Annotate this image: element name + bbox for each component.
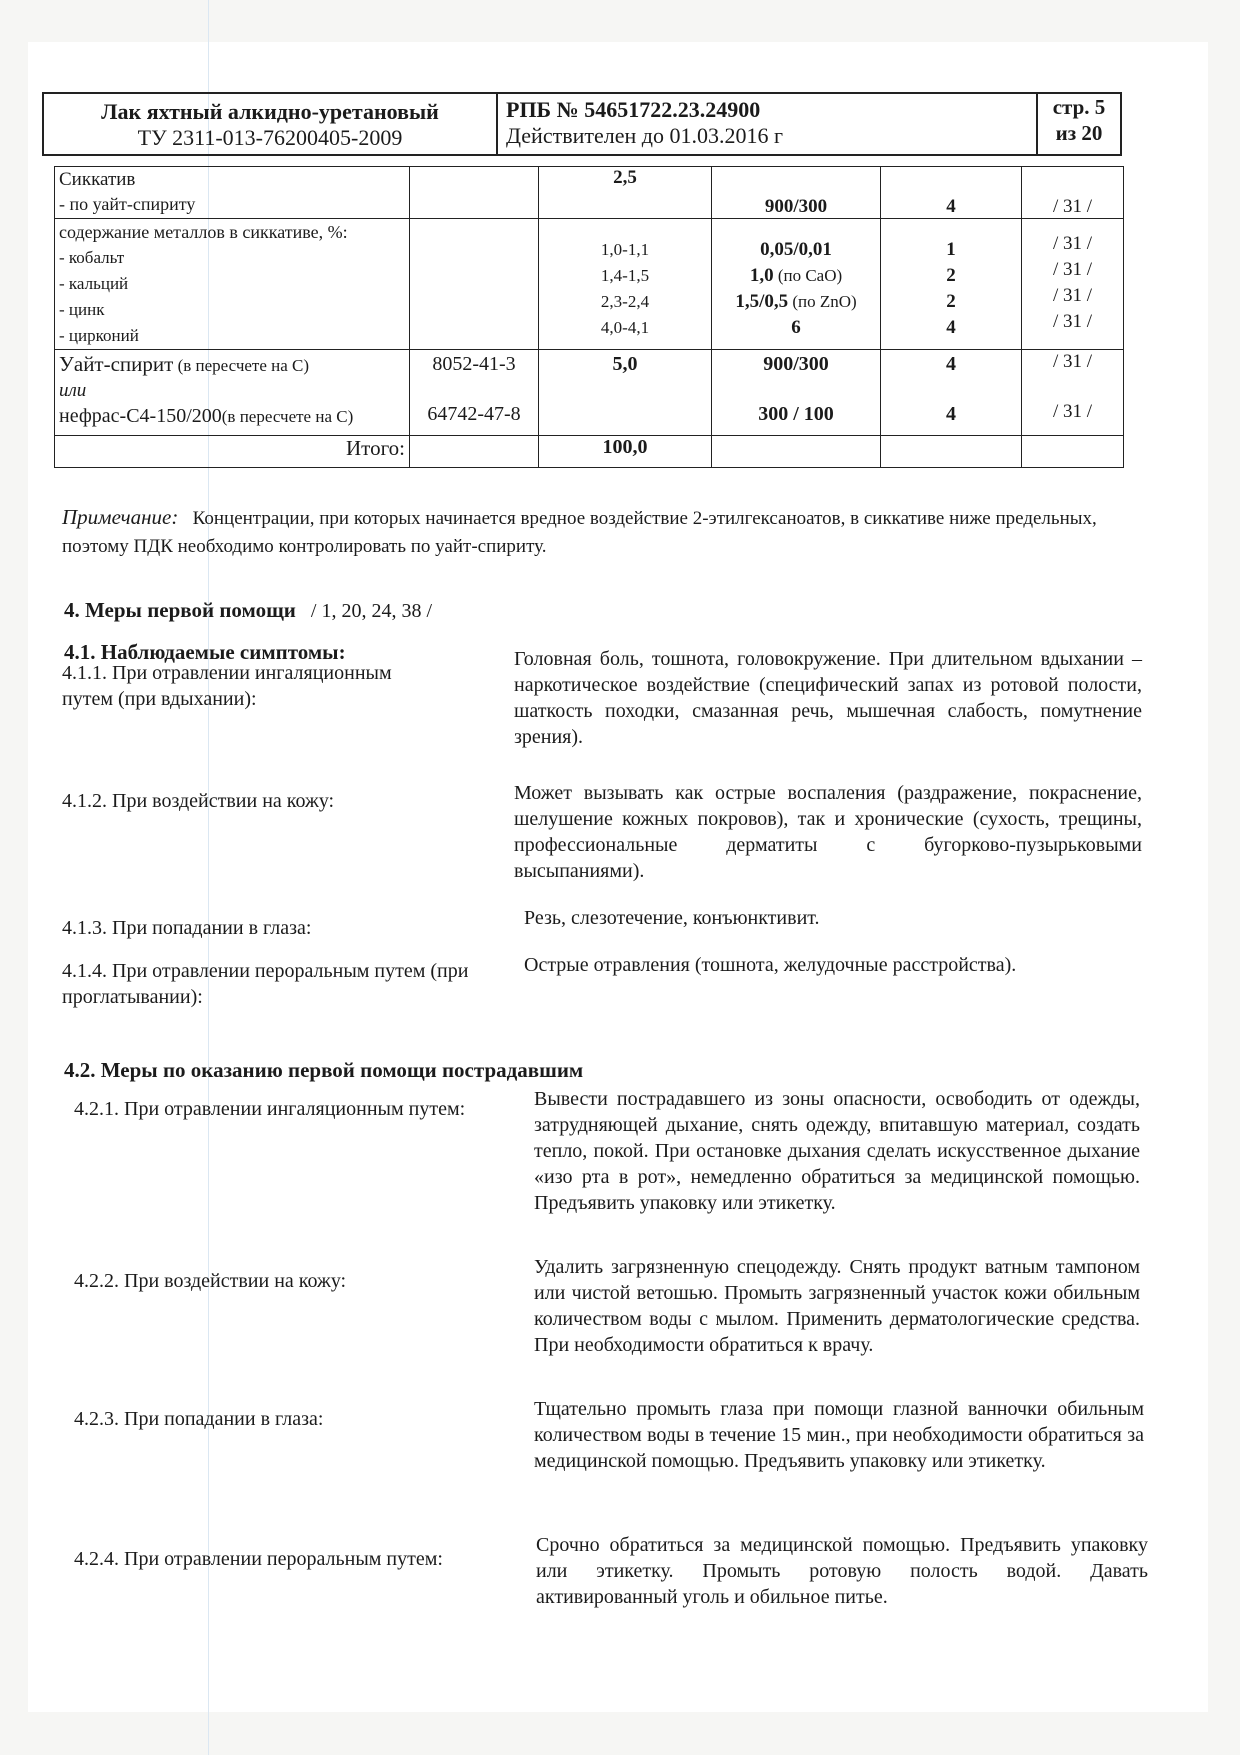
cell-cas	[410, 167, 539, 219]
symptom-item	[62, 907, 1142, 941]
alt-pdk-value: 300 / 100	[758, 403, 834, 425]
cell-cas	[410, 350, 539, 436]
metal-ref: / 31 /	[1052, 259, 1093, 280]
metal-conc: 4,0-4,1	[600, 318, 650, 337]
table-row	[55, 350, 1124, 436]
metal-ref: / 31 /	[1052, 233, 1093, 254]
section-refs: / 1, 20, 24, 38 /	[310, 600, 433, 622]
header-registration	[498, 94, 1038, 154]
aid-text: Срочно обратиться за медицинской помощью. Предъявить упаковку или этикетку. Промыть ротовую полость водой. Давать активированный уголь и обильное питье.	[536, 1534, 1148, 1608]
metal-name: - кобальт	[59, 248, 125, 267]
page-label: стр. 5	[1052, 95, 1106, 119]
symptom-label: 4.1.1. При отравлении ингаляционным путем (при вдыхании):	[62, 662, 392, 710]
metal-conc: 1,0-1,1	[600, 240, 650, 259]
metal-class: 1	[946, 239, 956, 260]
spacer	[414, 378, 534, 400]
pdk-value: 1,5/0,5	[735, 291, 789, 312]
page-number	[1038, 94, 1120, 154]
rpb-number: РПБ № 54651722.23.24900	[506, 97, 761, 122]
symptom-text: Может вызывать как острые воспаления (раздражение, покраснение, шелушение кожных покровов), так и хронические (сухость, трещины, профессиональные дерматиты с бугорково-пузырьковыми высыпаниями).	[514, 782, 1142, 882]
pdk-value: 1,0	[749, 265, 774, 286]
alt-solvent-note: (в пересчете на С)	[221, 407, 354, 426]
cell-cas	[410, 436, 539, 468]
aid-label: 4.2.3. При попадании в глаза:	[74, 1408, 324, 1430]
aid-item	[74, 1256, 1154, 1358]
metal-ref: / 31 /	[1052, 311, 1093, 332]
cell-ref	[1022, 436, 1124, 468]
pdk-value: 0,05/0,01	[760, 239, 832, 260]
total-label: Итого:	[55, 436, 410, 468]
aid-text: Тщательно промыть глаза при помощи глазной ванночки обильным количеством воды в течение 15 мин., при необходимости обратиться за медицинской помощью. Предъявить упаковку или этикетку.	[534, 1398, 1144, 1472]
table-note	[62, 503, 1132, 561]
aid-label: 4.2.1. При отравлении ингаляционным путем:	[74, 1098, 466, 1120]
total-value: 100,0	[539, 436, 712, 468]
symptom-item	[62, 954, 1142, 1010]
metal-class: 2	[946, 265, 956, 286]
cell-name	[55, 167, 410, 219]
symptom-label: 4.1.4. При отравлении пероральным путем (при проглатывании):	[62, 960, 469, 1008]
symptom-label: 4.1.2. При воздействии на кожу:	[62, 790, 335, 812]
cell-conc: 2,5	[539, 167, 712, 219]
metals-header: содержание металлов в сиккативе, %:	[59, 222, 348, 242]
product-standard: ТУ 2311-013-76200405-2009	[137, 125, 403, 150]
component-subname: - по уайт-спириту	[59, 194, 196, 214]
cell-pdk	[712, 436, 881, 468]
aid-item	[74, 1088, 1154, 1216]
cell-ref	[1022, 219, 1124, 350]
aid-item	[74, 1398, 1154, 1474]
component-name: Сиккатив	[59, 169, 136, 190]
note-text: Концентрации, при которых начинается вредное воздействие 2-этилгексаноатов, в сиккативе ниже предельных, поэтому ПДК необходимо контролировать по уайт-спириту.	[62, 508, 1097, 557]
page-total: из 20	[1055, 121, 1103, 145]
symptom-text: Головная боль, тошнота, головокружение. При длительном вдыхании – наркотическое воздействие (специфический запах из ротовой полости, шаткость походки, смазанная речь, мышечная слабость, помутнение зрения).	[514, 648, 1142, 748]
metal-pdk	[716, 237, 876, 263]
cell-pdk	[712, 350, 881, 436]
metal-pdk	[716, 315, 876, 341]
aid-label: 4.2.2. При воздействии на кожу:	[74, 1270, 347, 1292]
section-4-1-title: 4.1. Наблюдаемые симптомы:	[64, 640, 346, 664]
symptom-text: Острые отравления (тошнота, желудочные расстройства).	[524, 954, 1017, 976]
spacer	[1026, 374, 1119, 398]
cell-class	[881, 219, 1022, 350]
cell-conc: 5,0	[539, 350, 712, 436]
symptom-label: 4.1.3. При попадании в глаза:	[62, 917, 312, 939]
solvent-main: Уайт-спирит	[59, 352, 174, 376]
alt-solvent-name	[59, 402, 405, 431]
cell-class	[881, 350, 1022, 436]
cell-pdk	[712, 219, 881, 350]
header-product	[44, 94, 498, 154]
solvent-name	[59, 350, 405, 380]
metal-name: - цинк	[59, 300, 105, 319]
cell-name	[55, 350, 410, 436]
metal-conc: 1,4-1,5	[600, 266, 650, 285]
metal-class: 2	[946, 291, 956, 312]
pdk-note: (по ZnO)	[788, 292, 857, 311]
cell-ref	[1022, 350, 1124, 436]
spacer	[716, 378, 876, 400]
spacer	[885, 378, 1017, 400]
section-4-2-title: 4.2. Меры по оказанию первой помощи пострадавшим	[64, 1058, 584, 1082]
metal-ref: / 31 /	[1052, 285, 1093, 306]
composition-table	[54, 166, 1124, 468]
cell-name	[55, 219, 410, 350]
table-row	[55, 167, 1124, 219]
or-label: или	[59, 380, 87, 401]
aid-text: Удалить загрязненную спецодежду. Снять продукт ватным тампоном или чистой ветошью. Промыть загрязненный участок кожи обильным количеством воды с мылом. Применить дерматологические средства. При необходимости обратиться к врачу.	[534, 1256, 1140, 1356]
metal-pdk	[716, 289, 876, 315]
cas-number: 8052-41-3	[432, 353, 516, 375]
cell-pdk: 900/300	[712, 167, 881, 219]
symptom-text: Резь, слезотечение, конъюнктивит.	[524, 907, 820, 929]
document-header	[42, 92, 1122, 156]
cell-class: 4	[881, 167, 1022, 219]
product-name: Лак яхтный алкидно-уретановый	[101, 99, 439, 124]
cell-cas	[410, 219, 539, 350]
class-value: 4	[946, 353, 956, 375]
alt-solvent-main: нефрас-С4-150/200	[59, 405, 222, 427]
metal-class: 4	[946, 317, 956, 338]
pdk-value: 900/300	[763, 353, 829, 375]
cell-class	[881, 436, 1022, 468]
aid-label: 4.2.4. При отравлении пероральным путем:	[74, 1548, 443, 1570]
pdk-value: 6	[791, 317, 801, 338]
alt-ref-value: / 31 /	[1052, 401, 1093, 422]
metal-name: - кальций	[59, 274, 129, 293]
aid-item	[74, 1534, 1154, 1610]
note-label: Примечание:	[62, 505, 179, 529]
metal-conc: 2,3-2,4	[600, 292, 650, 311]
table-row	[55, 219, 1124, 350]
metal-name: - цирконий	[59, 326, 139, 345]
valid-until: Действителен до 01.03.2016 г	[506, 123, 783, 148]
solvent-note: (в пересчете на С)	[173, 356, 310, 375]
section-title: 4. Меры первой помощи	[64, 598, 296, 622]
aid-text: Вывести пострадавшего из зоны опасности, освободить от одежды, затрудняющей дыхание, снять одежду, впитавшую материал, создать тепло, покой. При остановке дыхания сделать искусственное дыхание «изо рта в рот», немедленно обратиться за медицинской помощью. Предъявить упаковку или этикетку.	[534, 1088, 1140, 1214]
symptom-item	[62, 782, 1142, 884]
cell-conc	[539, 219, 712, 350]
pdk-note: (по CaO)	[773, 266, 843, 285]
alt-cas-number: 64742-47-8	[427, 403, 521, 425]
cell-ref: / 31 /	[1022, 167, 1124, 219]
table-total-row	[55, 436, 1124, 468]
metal-pdk	[716, 263, 876, 289]
ref-value: / 31 /	[1052, 351, 1093, 372]
alt-class-value: 4	[946, 403, 956, 425]
section-4-heading	[64, 598, 432, 623]
